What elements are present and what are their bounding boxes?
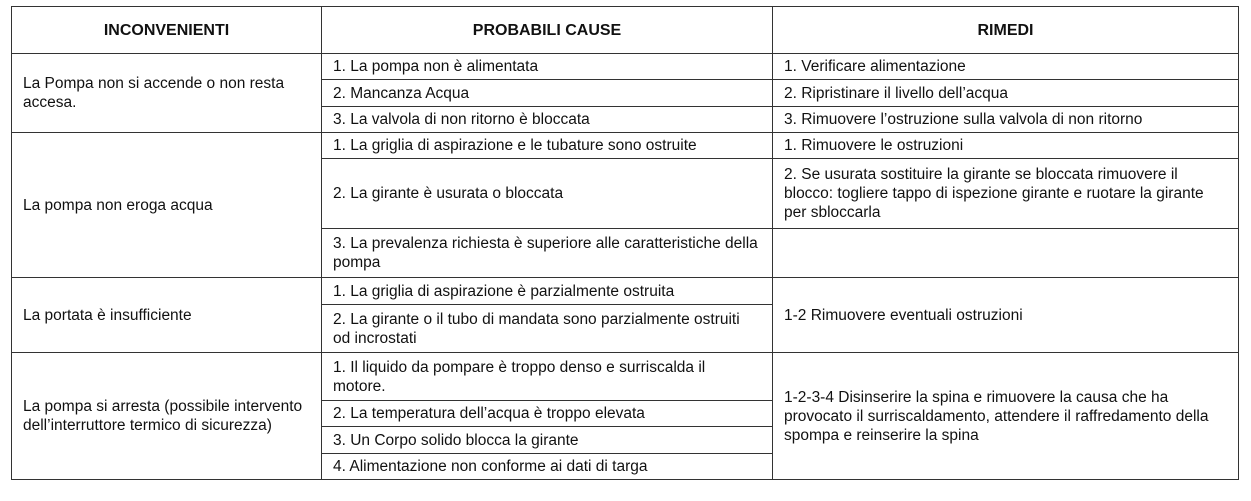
remedy-cell: 2. Se usurata sostituire la girante se bloccata rimuovere il blocco: togliere tappo di ispezione girante e ruotare la girante per sbloccarla <box>773 159 1239 229</box>
remedy-cell: 1-2 Rimuovere eventuali ostruzioni <box>773 278 1239 353</box>
header-probabili-cause: PROBABILI CAUSE <box>322 7 773 54</box>
remedy-cell: 1. Verificare alimentazione <box>773 54 1239 80</box>
cause-cell: 4. Alimentazione non conforme ai dati di targa <box>322 454 773 480</box>
inconveniente-cell: La pompa non eroga acqua <box>12 133 322 278</box>
cause-cell: 2. Mancanza Acqua <box>322 80 773 107</box>
header-rimedi: RIMEDI <box>773 7 1239 54</box>
cause-cell: 3. La valvola di non ritorno è bloccata <box>322 107 773 133</box>
table-row <box>12 353 1239 401</box>
table-row <box>12 278 1239 305</box>
remedy-cell: 1. Rimuovere le ostruzioni <box>773 133 1239 159</box>
remedy-cell: 2. Ripristinare il livello dell’acqua <box>773 80 1239 107</box>
inconveniente-cell: La portata è insufficiente <box>12 278 322 353</box>
cause-cell: 1. La griglia di aspirazione è parzialmente ostruita <box>322 278 773 305</box>
inconveniente-cell: La pompa si arresta (possibile intervento dell’interruttore termico di sicurezza) <box>12 353 322 480</box>
inconveniente-cell: La Pompa non si accende o non resta accesa. <box>12 54 322 133</box>
remedy-cell <box>773 229 1239 278</box>
table-row <box>12 133 1239 159</box>
header-row <box>12 7 1239 54</box>
cause-cell: 2. La girante è usurata o bloccata <box>322 159 773 229</box>
troubleshooting-table <box>11 6 1239 480</box>
remedy-cell: 3. Rimuovere l’ostruzione sulla valvola di non ritorno <box>773 107 1239 133</box>
header-inconvenienti: INCONVENIENTI <box>12 7 322 54</box>
cause-cell: 1. La pompa non è alimentata <box>322 54 773 80</box>
remedy-cell: 1-2-3-4 Disinserire la spina e rimuovere la causa che ha provocato il surriscaldamento, attendere il raffredamento della spompa e reinserire la spina <box>773 353 1239 480</box>
cause-cell: 1. La griglia di aspirazione e le tubature sono ostruite <box>322 133 773 159</box>
cause-cell: 3. La prevalenza richiesta è superiore alle caratteristiche della pompa <box>322 229 773 278</box>
cause-cell: 2. La girante o il tubo di mandata sono parzialmente ostruiti od incrostati <box>322 305 773 353</box>
cause-cell: 2. La temperatura dell’acqua è troppo elevata <box>322 401 773 427</box>
table-row <box>12 54 1239 80</box>
cause-cell: 1. Il liquido da pompare è troppo denso e surriscalda il motore. <box>322 353 773 401</box>
cause-cell: 3. Un Corpo solido blocca la girante <box>322 427 773 454</box>
